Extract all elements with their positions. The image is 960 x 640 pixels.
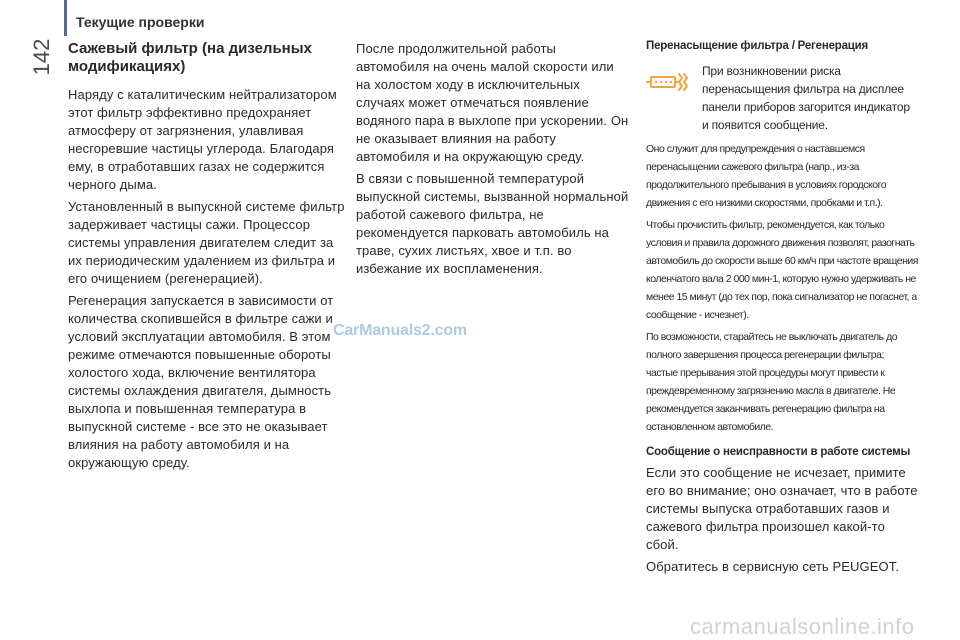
small-paragraph: По возможности, старайтесь не выключать двигатель до полного завершения процесса регенерации фильтра; частые прерывания этой процедуры могут привести к преждевременному загрязнению масла в двигателе. Не рекомендуется заканчивать регенерацию фильтра на остановленном автомобиле. xyxy=(646,331,898,433)
saturation-heading: Перенасыщение фильтра / Регенерация xyxy=(646,40,869,52)
paragraph: После продолжительной работы автомобиля на очень малой скорости или на холостом ходу в исключительных случаях может отмечаться появление водяного пара в выхлопе при ускорении. Он не оказывает влияния на работу автомобиля и на окружающую среду. xyxy=(356,41,629,164)
column-middle xyxy=(356,40,632,282)
warning-text: При возникновении риска перенасыщения фильтра на дисплее панели приборов загорится индикатор и появится сообщение. xyxy=(702,64,910,132)
watermark-logo: CarManuals2.com xyxy=(333,322,467,339)
header-accent-bar xyxy=(64,0,67,36)
paragraph: Если это сообщение не исчезает, примите его во внимание; оно означает, что в работе системы выпуска отработавших газов и сажевого фильтра произошел какой-то сбой. xyxy=(646,465,918,552)
dpf-heading: Сажевый фильтр (на дизельных модификациях) xyxy=(68,40,312,75)
column-right xyxy=(646,40,918,580)
malfunction-heading: Сообщение о неисправности в работе системы xyxy=(646,446,911,458)
paragraph: Установленный в выпускной системе фильтр задерживает частицы сажи. Процессор системы управления двигателем следит за их периодическим удалением из фильтра и его очищением (регенерацией). xyxy=(68,199,345,286)
paragraph: Регенерация запускается в зависимости от количества скопившейся в фильтре сажи и условий эксплуатации автомобиля. В этом режиме отмечаются повышенные обороты холостого хода, включение вентилятора системы охлаждения двигателя, дымность выхлопа и повышенная температура в выпускной системе - все это не оказывает влияния на работу автомобиля и на окружающую среду. xyxy=(68,293,334,470)
section-title: Текущие проверки xyxy=(76,14,205,30)
warning-block xyxy=(646,62,918,134)
small-paragraph: Оно служит для предупреждения о наставшемся перенасыщении сажевого фильтра (напр., из-за продолжительного пребывания в условиях городского движения с его низкими скоростями, пробками и т.п.). xyxy=(646,143,887,209)
page-number: 142 xyxy=(29,38,54,76)
footer-watermark: carmanualsonline.info xyxy=(690,614,915,639)
paragraph: В связи с повышенной температурой выпускной системы, вызванной нормальной работой сажевого фильтра, не рекомендуется парковать автомобиль на траве, сухих листьях, хвое и т.п. во избежание их воспламенения. xyxy=(356,171,629,276)
paragraph: Обратитесь в сервисную сеть PEUGEOT. xyxy=(646,559,900,574)
small-paragraph: Чтобы прочистить фильтр, рекомендуется, как только условия и правила дорожного движения позволят, разогнать автомобиль до скорости выше 60 км/ч при частоте вращения коленчатого вала 2 000 мин-1, которую нужно удерживать не менее 15 минут (до тех пор, пока сигнализатор не погаснет, а сообщение - исчезнет). xyxy=(646,219,918,321)
column-left xyxy=(68,40,346,476)
paragraph: Наряду с каталитическим нейтрализатором этот фильтр эффективно предохраняет атмосферу от загрязнения, улавливая несгоревшие частицы углерода. Благодаря ему, в отработавших газах не содержится черного дыма. xyxy=(68,87,337,192)
dpf-warning-icon xyxy=(646,62,702,102)
